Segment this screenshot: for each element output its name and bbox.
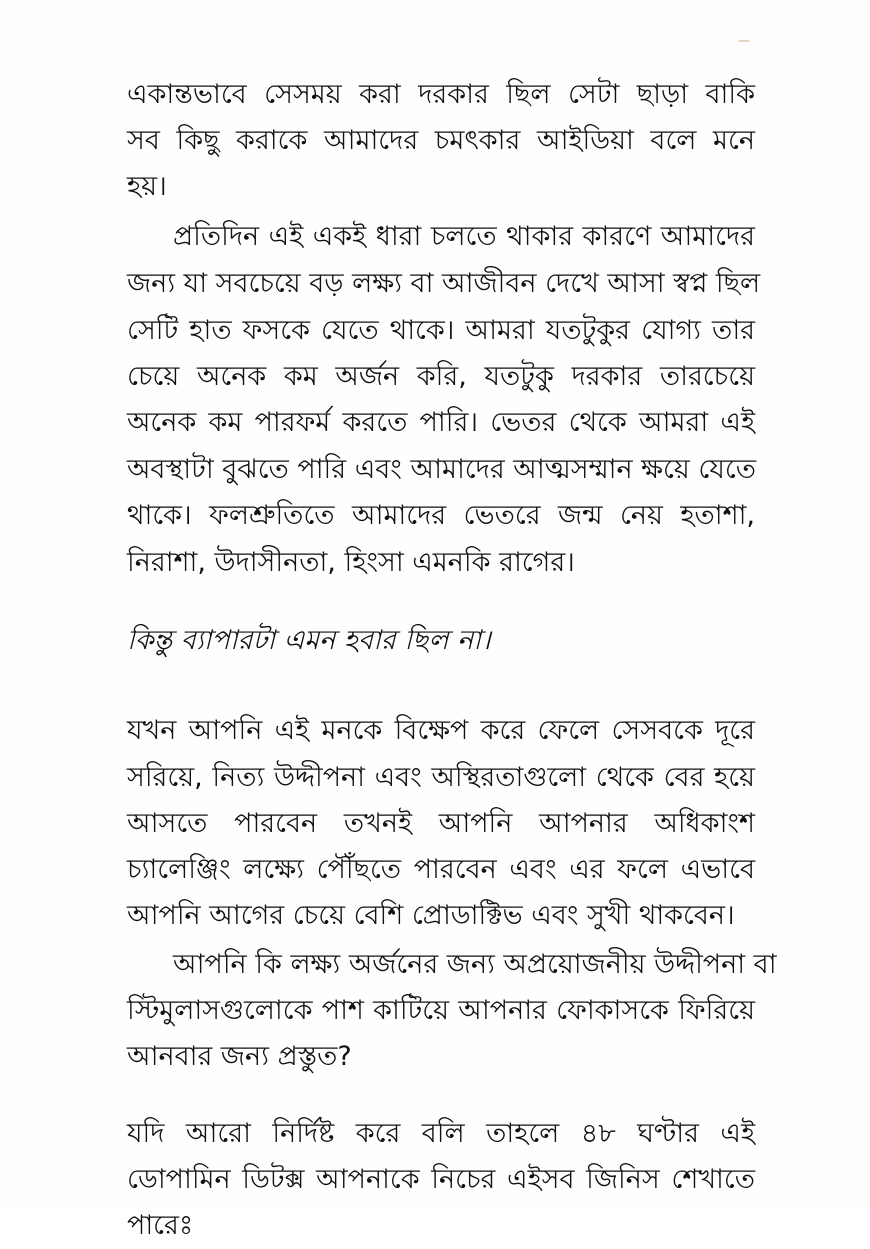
text-line: সেটি হাত ফসকে যেতে থাকে। আমরা যতটুকুর যোগ্য তার bbox=[127, 315, 755, 346]
text-line: আসতে পারবেন তখনই আপনি আপনার অধিকাংশ bbox=[127, 808, 755, 839]
text-line: সরিয়ে, নিত্য উদ্দীপনা এবং অস্থিরতাগুলো থেকে বের হয়ে bbox=[127, 762, 755, 793]
text-line: হয়। bbox=[127, 171, 167, 202]
text-line: নিরাশা, উদাসীনতা, হিংসা এমনকি রাগের। bbox=[127, 547, 575, 578]
text-line: অনেক কম পারফর্ম করতে পারি। ভেতর থেকে আমরা এই bbox=[127, 407, 755, 438]
page-speck bbox=[738, 40, 750, 42]
text-line: যখন আপনি এই মনকে বিক্ষেপ করে ফেলে সেসবকে দূরে bbox=[127, 715, 755, 746]
text-line: আপনি আগের চেয়ে বেশি প্রোডাক্টিভ এবং সুখী থাকবেন। bbox=[127, 900, 735, 931]
text-line: আনবার জন্য প্রস্তুত? bbox=[127, 1041, 352, 1072]
text-line: সব কিছু করাকে আমাদের চমৎকার আইডিয়া বলে মনে bbox=[127, 125, 755, 156]
text-line: প্রতিদিন এই একই ধারা চলতে থাকার কারণে আমাদের bbox=[173, 221, 755, 252]
text-line: ডোপামিন ডিটক্স আপনাকে নিচের এইসব জিনিস শেখাতে bbox=[127, 1164, 755, 1195]
text-line: যদি আরো নির্দিষ্ট করে বলি তাহলে ৪৮ ঘণ্টার এই bbox=[127, 1118, 755, 1149]
text-line: থাকে। ফলশ্রুতিতে আমাদের ভেতরে জন্ম নেয় হতাশা, bbox=[127, 500, 755, 531]
text-line: চেয়ে অনেক কম অর্জন করি, যতটুকু দরকার তারচেয়ে bbox=[127, 361, 755, 392]
text-line: চ্যালেঞ্জিং লক্ষ্যে পৌঁছতে পারবেন এবং এর ফলে এভাবে bbox=[127, 854, 755, 885]
italic-text-line: কিন্তু ব্যাপারটা এমন হবার ছিল না। bbox=[127, 625, 491, 656]
text-line: পারেঃ bbox=[127, 1210, 194, 1241]
text-line: অবস্থাটা বুঝতে পারি এবং আমাদের আত্মসম্মান ক্ষয়ে যেতে bbox=[127, 454, 757, 485]
text-line: স্টিমুলাসগুলোকে পাশ কাটিয়ে আপনার ফোকাসকে ফিরিয়ে bbox=[127, 995, 755, 1026]
text-line: আপনি কি লক্ষ্য অর্জনের জন্য অপ্রয়োজনীয় উদ্দীপনা বা bbox=[173, 949, 777, 980]
text-line: একান্তভাবে সেসময় করা দরকার ছিল সেটা ছাড়া বাকি bbox=[127, 79, 755, 110]
text-line: জন্য যা সবচেয়ে বড় লক্ষ্য বা আজীবন দেখে আসা স্বপ্ন ছিল bbox=[127, 268, 761, 299]
